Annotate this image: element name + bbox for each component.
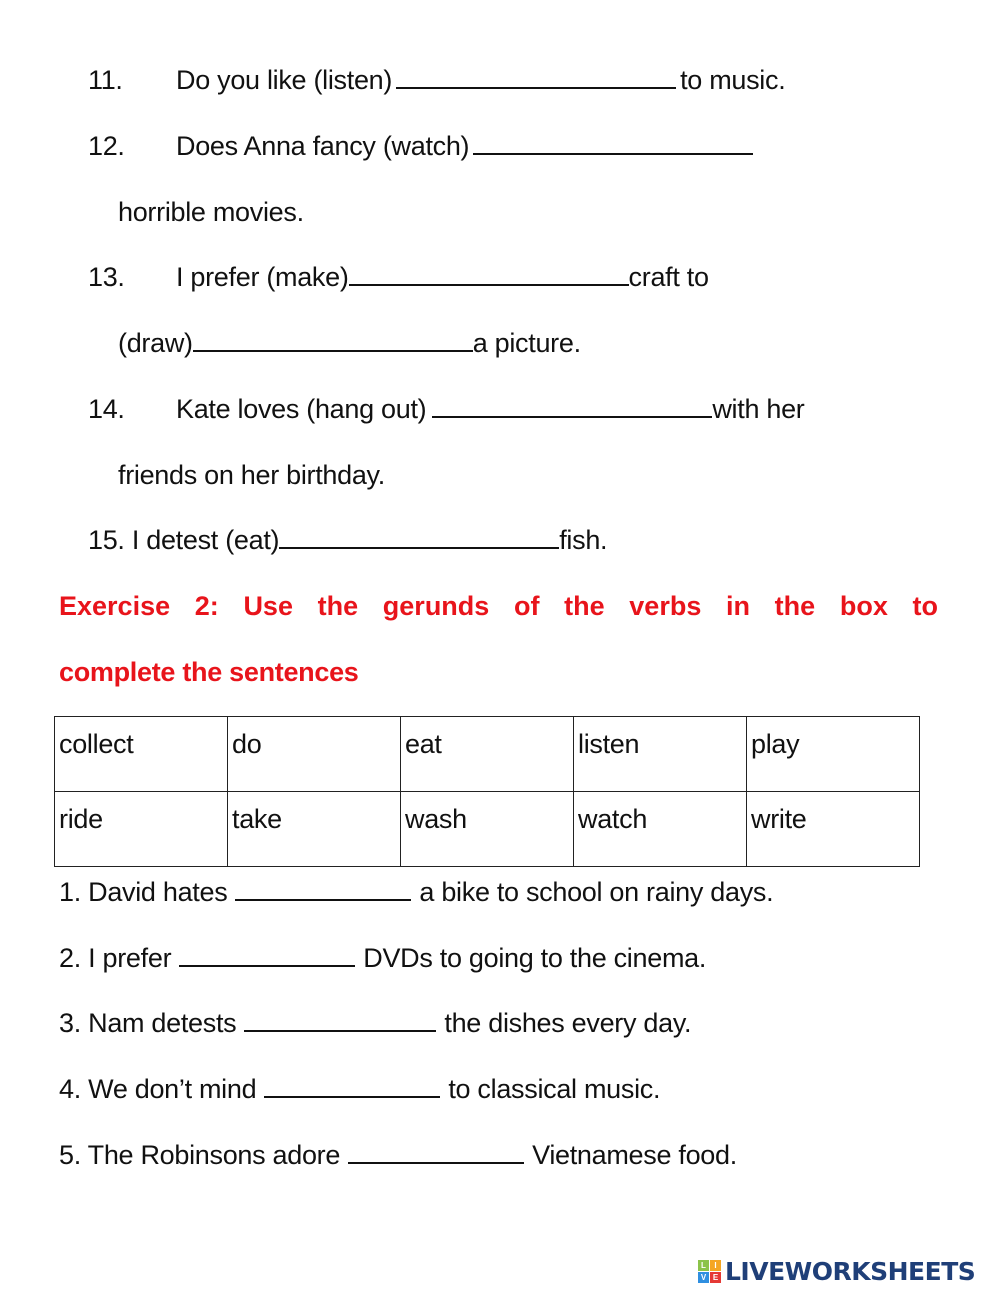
answer-blank[interactable] [349, 258, 629, 286]
logo-text: LIVEWORKSHEETS [725, 1257, 976, 1286]
sentence-4 [59, 1070, 660, 1108]
question-13 [88, 258, 709, 296]
answer-blank[interactable] [179, 939, 355, 967]
sentence-text: 5. The Robinsons adore [59, 1140, 341, 1170]
answer-blank[interactable] [235, 873, 411, 901]
verb-box-row [55, 792, 920, 867]
sentence-3 [59, 1004, 691, 1042]
sentence-text: Vietnamese food. [532, 1140, 737, 1170]
verb-box [54, 716, 920, 867]
question-text: to music. [680, 65, 786, 95]
question-text: a picture. [472, 328, 581, 358]
verb-cell: watch [574, 792, 747, 867]
question-text: Kate loves (hang out) [176, 394, 427, 424]
question-13-continued [118, 324, 581, 362]
question-text: fish. [559, 525, 608, 555]
question-text: with her [712, 394, 805, 424]
question-number: 11. [88, 65, 123, 95]
answer-blank[interactable] [244, 1004, 436, 1032]
exercise-2-heading-continued: complete the sentences [59, 657, 359, 687]
answer-blank[interactable] [396, 61, 676, 89]
question-text: craft to [628, 262, 709, 292]
question-number: 15. [88, 525, 125, 555]
question-text: (draw) [118, 328, 193, 358]
verb-cell: eat [401, 717, 574, 792]
sentence-text: DVDs to going to the cinema. [363, 943, 707, 973]
question-text: I prefer (make) [176, 262, 349, 292]
logo-tiles-icon [698, 1260, 721, 1283]
verb-cell: wash [401, 792, 574, 867]
sentence-text: 3. Nam detests [59, 1008, 237, 1038]
sentence-5 [59, 1136, 737, 1174]
sentence-1 [59, 873, 773, 911]
sentence-2 [59, 939, 706, 977]
answer-blank[interactable] [193, 324, 473, 352]
question-number: 12. [88, 131, 125, 161]
verb-cell: play [747, 717, 920, 792]
question-text: I detest (eat) [131, 525, 280, 555]
verb-cell: write [747, 792, 920, 867]
exercise-2-heading: Exercise 2: Use the gerunds of the verbs in the box to [59, 591, 938, 621]
sentence-text: 4. We don’t mind [59, 1074, 257, 1104]
sentence-text: 1. David hates [59, 877, 228, 907]
question-11 [88, 61, 785, 99]
question-15 [88, 521, 607, 559]
answer-blank[interactable] [348, 1136, 524, 1164]
question-number: 13. [88, 262, 125, 292]
answer-blank[interactable] [432, 390, 712, 418]
answer-blank[interactable] [473, 127, 753, 155]
question-number: 14. [88, 394, 125, 424]
logo-tile: E [710, 1272, 721, 1283]
sentence-text: a bike to school on rainy days. [419, 877, 774, 907]
verb-cell: ride [55, 792, 228, 867]
question-12-continued: horrible movies. [118, 197, 304, 227]
question-14 [88, 390, 805, 428]
question-12 [88, 127, 757, 165]
question-14-continued: friends on her birthday. [118, 460, 385, 490]
logo-tile: V [698, 1272, 709, 1283]
answer-blank[interactable] [279, 521, 559, 549]
verb-cell: take [228, 792, 401, 867]
question-text: Does Anna fancy (watch) [176, 131, 470, 161]
answer-blank[interactable] [264, 1070, 440, 1098]
logo-tile: L [698, 1260, 709, 1271]
verb-box-row [55, 717, 920, 792]
sentence-text: the dishes every day. [444, 1008, 692, 1038]
verb-cell: listen [574, 717, 747, 792]
liveworksheets-logo [698, 1257, 975, 1286]
verb-cell: do [228, 717, 401, 792]
question-text: Do you like (listen) [176, 65, 393, 95]
sentence-text: 2. I prefer [59, 943, 172, 973]
logo-tile: I [710, 1260, 721, 1271]
verb-cell: collect [55, 717, 228, 792]
sentence-text: to classical music. [448, 1074, 661, 1104]
